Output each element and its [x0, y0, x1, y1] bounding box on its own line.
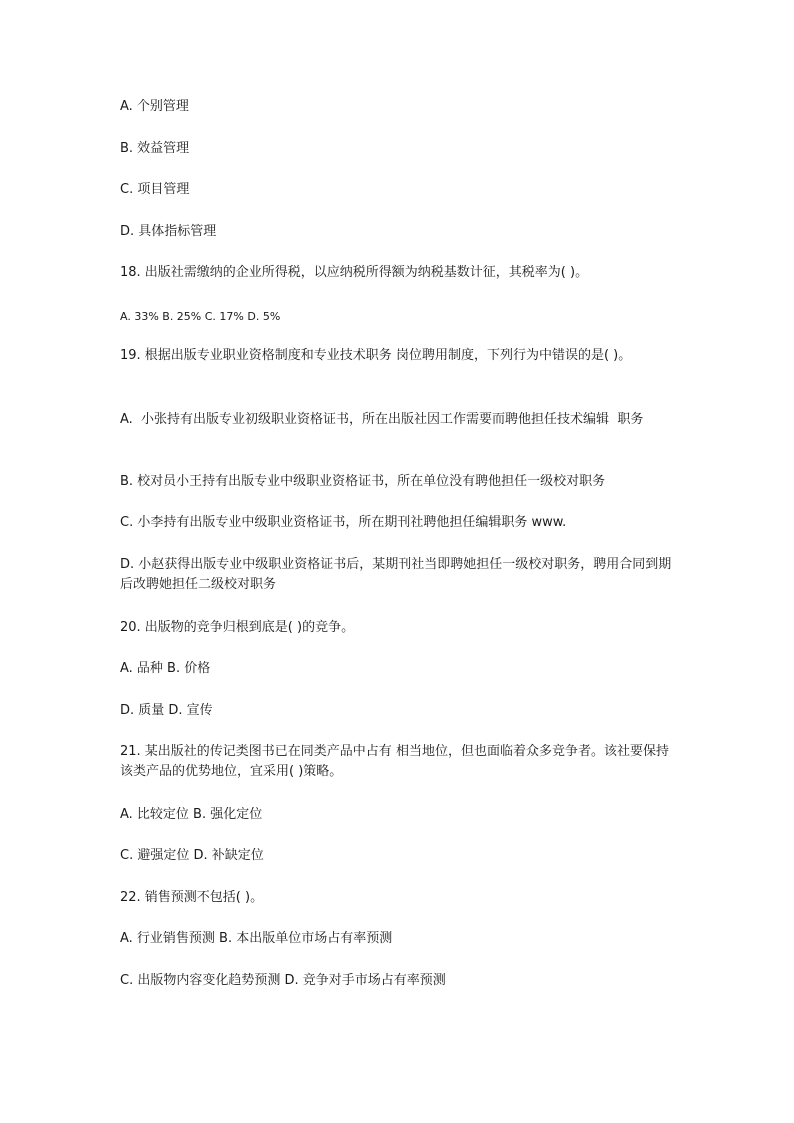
options-20ab: A. 品种 B. 价格	[120, 661, 211, 676]
question-19: 19. 根据出版专业职业资格制度和专业技术职务 岗位聘用制度，下列行为中错误的是( )。	[120, 348, 632, 363]
option-17a: A. 个别管理	[120, 99, 189, 114]
option-19c: C. 小李持有出版专业中级职业资格证书，所在期刊社聘他担任编辑职务 www.	[120, 515, 567, 530]
option-17d: D. 具体指标管理	[120, 224, 217, 239]
option-19d: D. 小赵获得出版专业中级职业资格证书后，某期刊社当即聘她担任一级校对职务，聘用合同到期后改聘她担任二级校对职务	[120, 557, 672, 592]
question-18: 18. 出版社需缴纳的企业所得税，以应纳税所得额为纳税基数计征，其税率为( )。	[120, 265, 589, 280]
options-21ab: A. 比较定位 B. 强化定位	[120, 807, 263, 822]
option-17b: B. 效益管理	[120, 141, 190, 156]
options-20cd: D. 质量 D. 宣传	[120, 703, 213, 718]
question-22: 22. 销售预测不包括( )。	[120, 890, 264, 905]
question-21: 21. 某出版社的传记类图书已在同类产品中占有 相当地位，但也面临着众多竞争者。该社要保持该类产品的优势地位，宜采用( )策略。	[120, 744, 669, 779]
options-22ab: A. 行业销售预测 B. 本出版单位市场占有率预测	[120, 931, 393, 946]
question-20: 20. 出版物的竞争归根到底是( )的竞争。	[120, 620, 355, 635]
options-18: A. 33% B. 25% C. 17% D. 5%	[120, 310, 281, 323]
option-17c: C. 项目管理	[120, 182, 190, 197]
options-22cd: C. 出版物内容变化趋势预测 D. 竞争对手市场占有率预测	[120, 973, 446, 988]
option-19a: A. 小张持有出版专业初级职业资格证书，所在出版社因工作需要而聘他担任技术编辑 职务	[120, 412, 644, 427]
option-19b: B. 校对员小王持有出版专业中级职业资格证书，所在单位没有聘他担任一级校对职务	[120, 474, 606, 489]
options-21cd: C. 避强定位 D. 补缺定位	[120, 848, 264, 863]
